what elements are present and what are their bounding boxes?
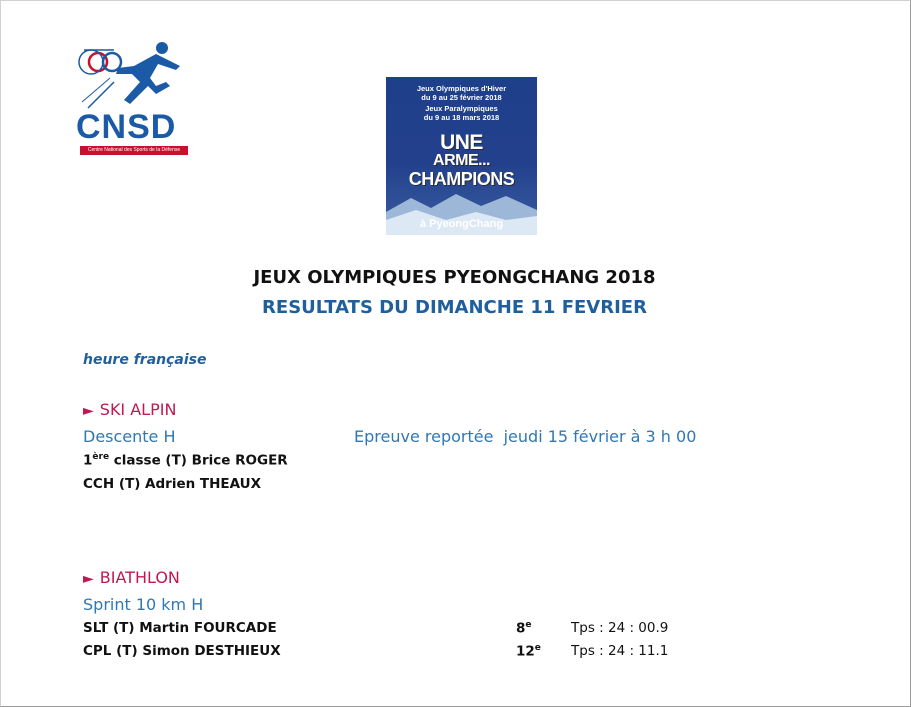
sport-heading — [83, 400, 176, 419]
timezone-label: heure française — [83, 352, 207, 368]
poster-line: Jeux Paralympiques — [425, 104, 498, 113]
poster-slogan — [386, 132, 537, 190]
athlete-rank-sup: ère — [92, 452, 110, 462]
poster-location: à PyeongChang — [419, 218, 504, 230]
cnsd-logo — [74, 38, 192, 158]
poster-line: du 9 au 25 février 2018 — [421, 93, 502, 102]
athlete-name: CPL (T) Simon DESTHIEUX — [83, 643, 281, 659]
logo-caption: Centre National des Sports de la Défense — [80, 146, 188, 155]
page-title: JEUX OLYMPIQUES PYEONGCHANG 2018 — [253, 267, 656, 288]
athlete-name: CCH (T) Adrien THEAUX — [83, 476, 262, 492]
poster-slogan-line: CHAMPIONS — [408, 169, 515, 189]
athlete-row — [83, 452, 288, 469]
athlete-place — [516, 643, 541, 660]
athlete-name: SLT (T) Martin FOURCADE — [83, 620, 277, 636]
sport-name: BIATHLON — [99, 568, 180, 587]
olympics-poster — [386, 77, 537, 235]
place-number: 8 — [516, 620, 526, 637]
right-triangle-icon: ► — [83, 403, 94, 419]
place-number: 12 — [516, 643, 535, 660]
event-name: Sprint 10 km H — [83, 595, 204, 614]
poster-line: Jeux Olympiques d'Hiver — [416, 84, 507, 93]
poster-slogan-line: ARME... — [433, 152, 490, 169]
place-sup: e — [525, 620, 532, 630]
right-triangle-icon: ► — [83, 571, 94, 587]
poster-slogan-line: UNE — [440, 131, 483, 154]
event-name: Descente H — [83, 427, 176, 446]
logo-wordmark: CNSD — [76, 108, 177, 146]
sport-name: SKI ALPIN — [99, 400, 177, 419]
page-subtitle: RESULTATS DU DIMANCHE 11 FEVRIER — [262, 297, 647, 318]
athlete-time: Tps : 24 : 00.9 — [571, 620, 669, 636]
sport-heading — [83, 568, 180, 587]
poster-line: du 9 au 18 mars 2018 — [423, 113, 500, 122]
athlete-rank-prefix: 1 — [83, 452, 93, 469]
place-sup: e — [534, 643, 541, 653]
runner-rings-icon — [74, 38, 192, 118]
athlete-name: classe (T) Brice ROGER — [109, 452, 288, 469]
athlete-time: Tps : 24 : 11.1 — [571, 643, 669, 659]
event-note: Epreuve reportée jeudi 15 février à 3 h 00 — [354, 427, 697, 446]
athlete-place — [516, 620, 532, 637]
